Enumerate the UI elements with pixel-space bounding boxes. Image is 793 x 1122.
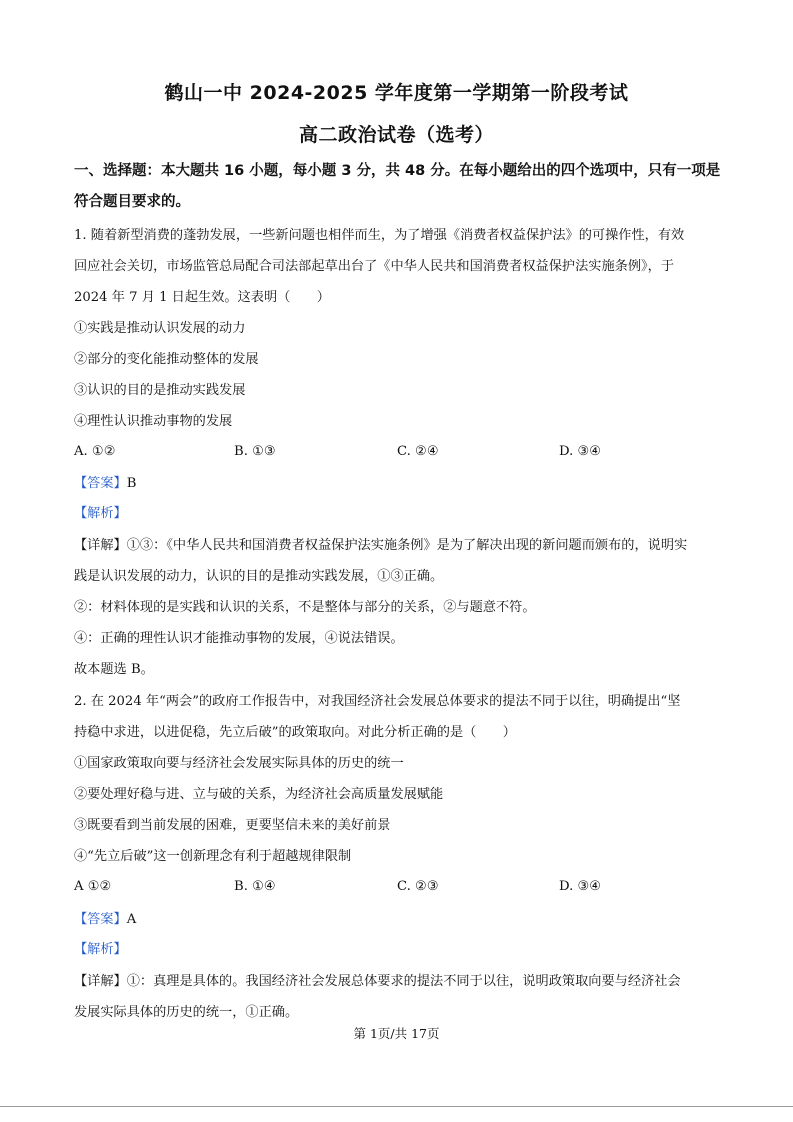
- q1-statement-2: ②部分的变化能推动整体的发展: [74, 352, 259, 367]
- q1-stem-line-1: 1. 随着新型消费的蓬勃发展，一些新问题也相伴而生，为了增强《消费者权益保护法》的可操作性，有效: [74, 228, 685, 243]
- q2-analysis-line: [74, 940, 127, 960]
- q2-stem-line-1: 2. 在 2024 年“两会”的政府工作报告中，对我国经济社会发展总体要求的提法不同于以往，明确提出“坚: [74, 694, 681, 709]
- q1-stem-line-2: 回应社会关切，市场监管总局配合司法部起草出台了《中华人民共和国消费者权益保护法实施条例》，于: [74, 259, 675, 274]
- q1-detail-text-1: ①③：《中华人民共和国消费者权益保护法实施条例》是为了解决出现的新问题而颁布的，说明实: [126, 538, 688, 553]
- q2-detail-line-1: [74, 972, 681, 992]
- q2-answer-line: [74, 910, 136, 930]
- q1-statement-3: ③认识的目的是推动实践发展: [74, 383, 246, 398]
- exam-title: 鹤山一中 2024-2025 学年度第一学期第一阶段考试: [164, 82, 629, 104]
- q2-statement-3: ③既要看到当前发展的困难，更要坚信未来的美好前景: [74, 818, 391, 833]
- q1-detail-line-1: [74, 536, 687, 556]
- q2-option-d: D. ③④: [559, 879, 602, 894]
- q2-detail-line-2: 发展实际具体的历史的统一，①正确。: [74, 1005, 299, 1020]
- q1-detail-line-3: ②：材料体现的是实践和认识的关系，不是整体与部分的关系，②与题意不符。: [74, 600, 536, 615]
- q1-option-d: D. ③④: [559, 444, 602, 459]
- q2-answer: A: [126, 912, 137, 927]
- q1-option-a: A. ①②: [74, 444, 116, 459]
- q2-option-b: B. ①④: [234, 879, 276, 894]
- q2-option-c: C. ②③: [397, 879, 439, 894]
- q1-option-b: B. ①③: [234, 444, 276, 459]
- q2-analysis-tag: 【解析】: [74, 942, 127, 957]
- q1-answer: B: [126, 476, 137, 491]
- section-heading: 一、选择题：本大题共 16 小题，每小题 3 分，共 48 分。在每小题给出的四个选项中，只有一项是符合题目要求的。: [74, 163, 721, 210]
- q1-analysis-tag: 【解析】: [74, 506, 127, 521]
- q1-detail-tag: 【详解】: [74, 538, 127, 553]
- q1-stem-line-3: 2024 年 7 月 1 日起生效。这表明（ ）: [74, 290, 330, 305]
- q1-option-c: C. ②④: [397, 444, 439, 459]
- q1-statement-1: ①实践是推动认识发展的动力: [74, 321, 246, 336]
- q1-answer-line: [74, 474, 136, 494]
- q2-answer-tag: 【答案】: [74, 912, 127, 927]
- q2-statement-1: ①国家政策取向要与经济社会发展实际具体的历史的统一: [74, 756, 404, 771]
- q1-analysis-line: [74, 504, 127, 524]
- q2-statement-4: ④“先立后破”这一创新理念有利于超越规律限制: [74, 849, 352, 864]
- q2-detail-tag: 【详解】: [74, 974, 127, 989]
- q2-detail-text-1: ①：真理是具体的。我国经济社会发展总体要求的提法不同于以往，说明政策取向要与经济社会: [126, 974, 681, 989]
- q1-detail-line-5: 故本题选 B。: [74, 662, 154, 677]
- page-number: 第 1页/共 17页: [353, 1026, 440, 1041]
- exam-subtitle: 高二政治试卷（选考）: [298, 124, 494, 146]
- q2-statement-2: ②要处理好稳与进、立与破的关系，为经济社会高质量发展赋能: [74, 787, 444, 802]
- q1-answer-tag: 【答案】: [74, 476, 127, 491]
- q1-detail-line-4: ④：正确的理性认识才能推动事物的发展，④说法错误。: [74, 631, 404, 646]
- bottom-divider: [0, 1106, 793, 1107]
- q1-detail-line-2: 践是认识发展的动力，认识的目的是推动实践发展，①③正确。: [74, 569, 444, 584]
- q2-stem-line-2: 持稳中求进，以进促稳，先立后破”的政策取向。对此分析正确的是（ ）: [74, 725, 516, 740]
- q1-statement-4: ④理性认识推动事物的发展: [74, 414, 233, 429]
- q2-option-a: A ①②: [74, 879, 112, 894]
